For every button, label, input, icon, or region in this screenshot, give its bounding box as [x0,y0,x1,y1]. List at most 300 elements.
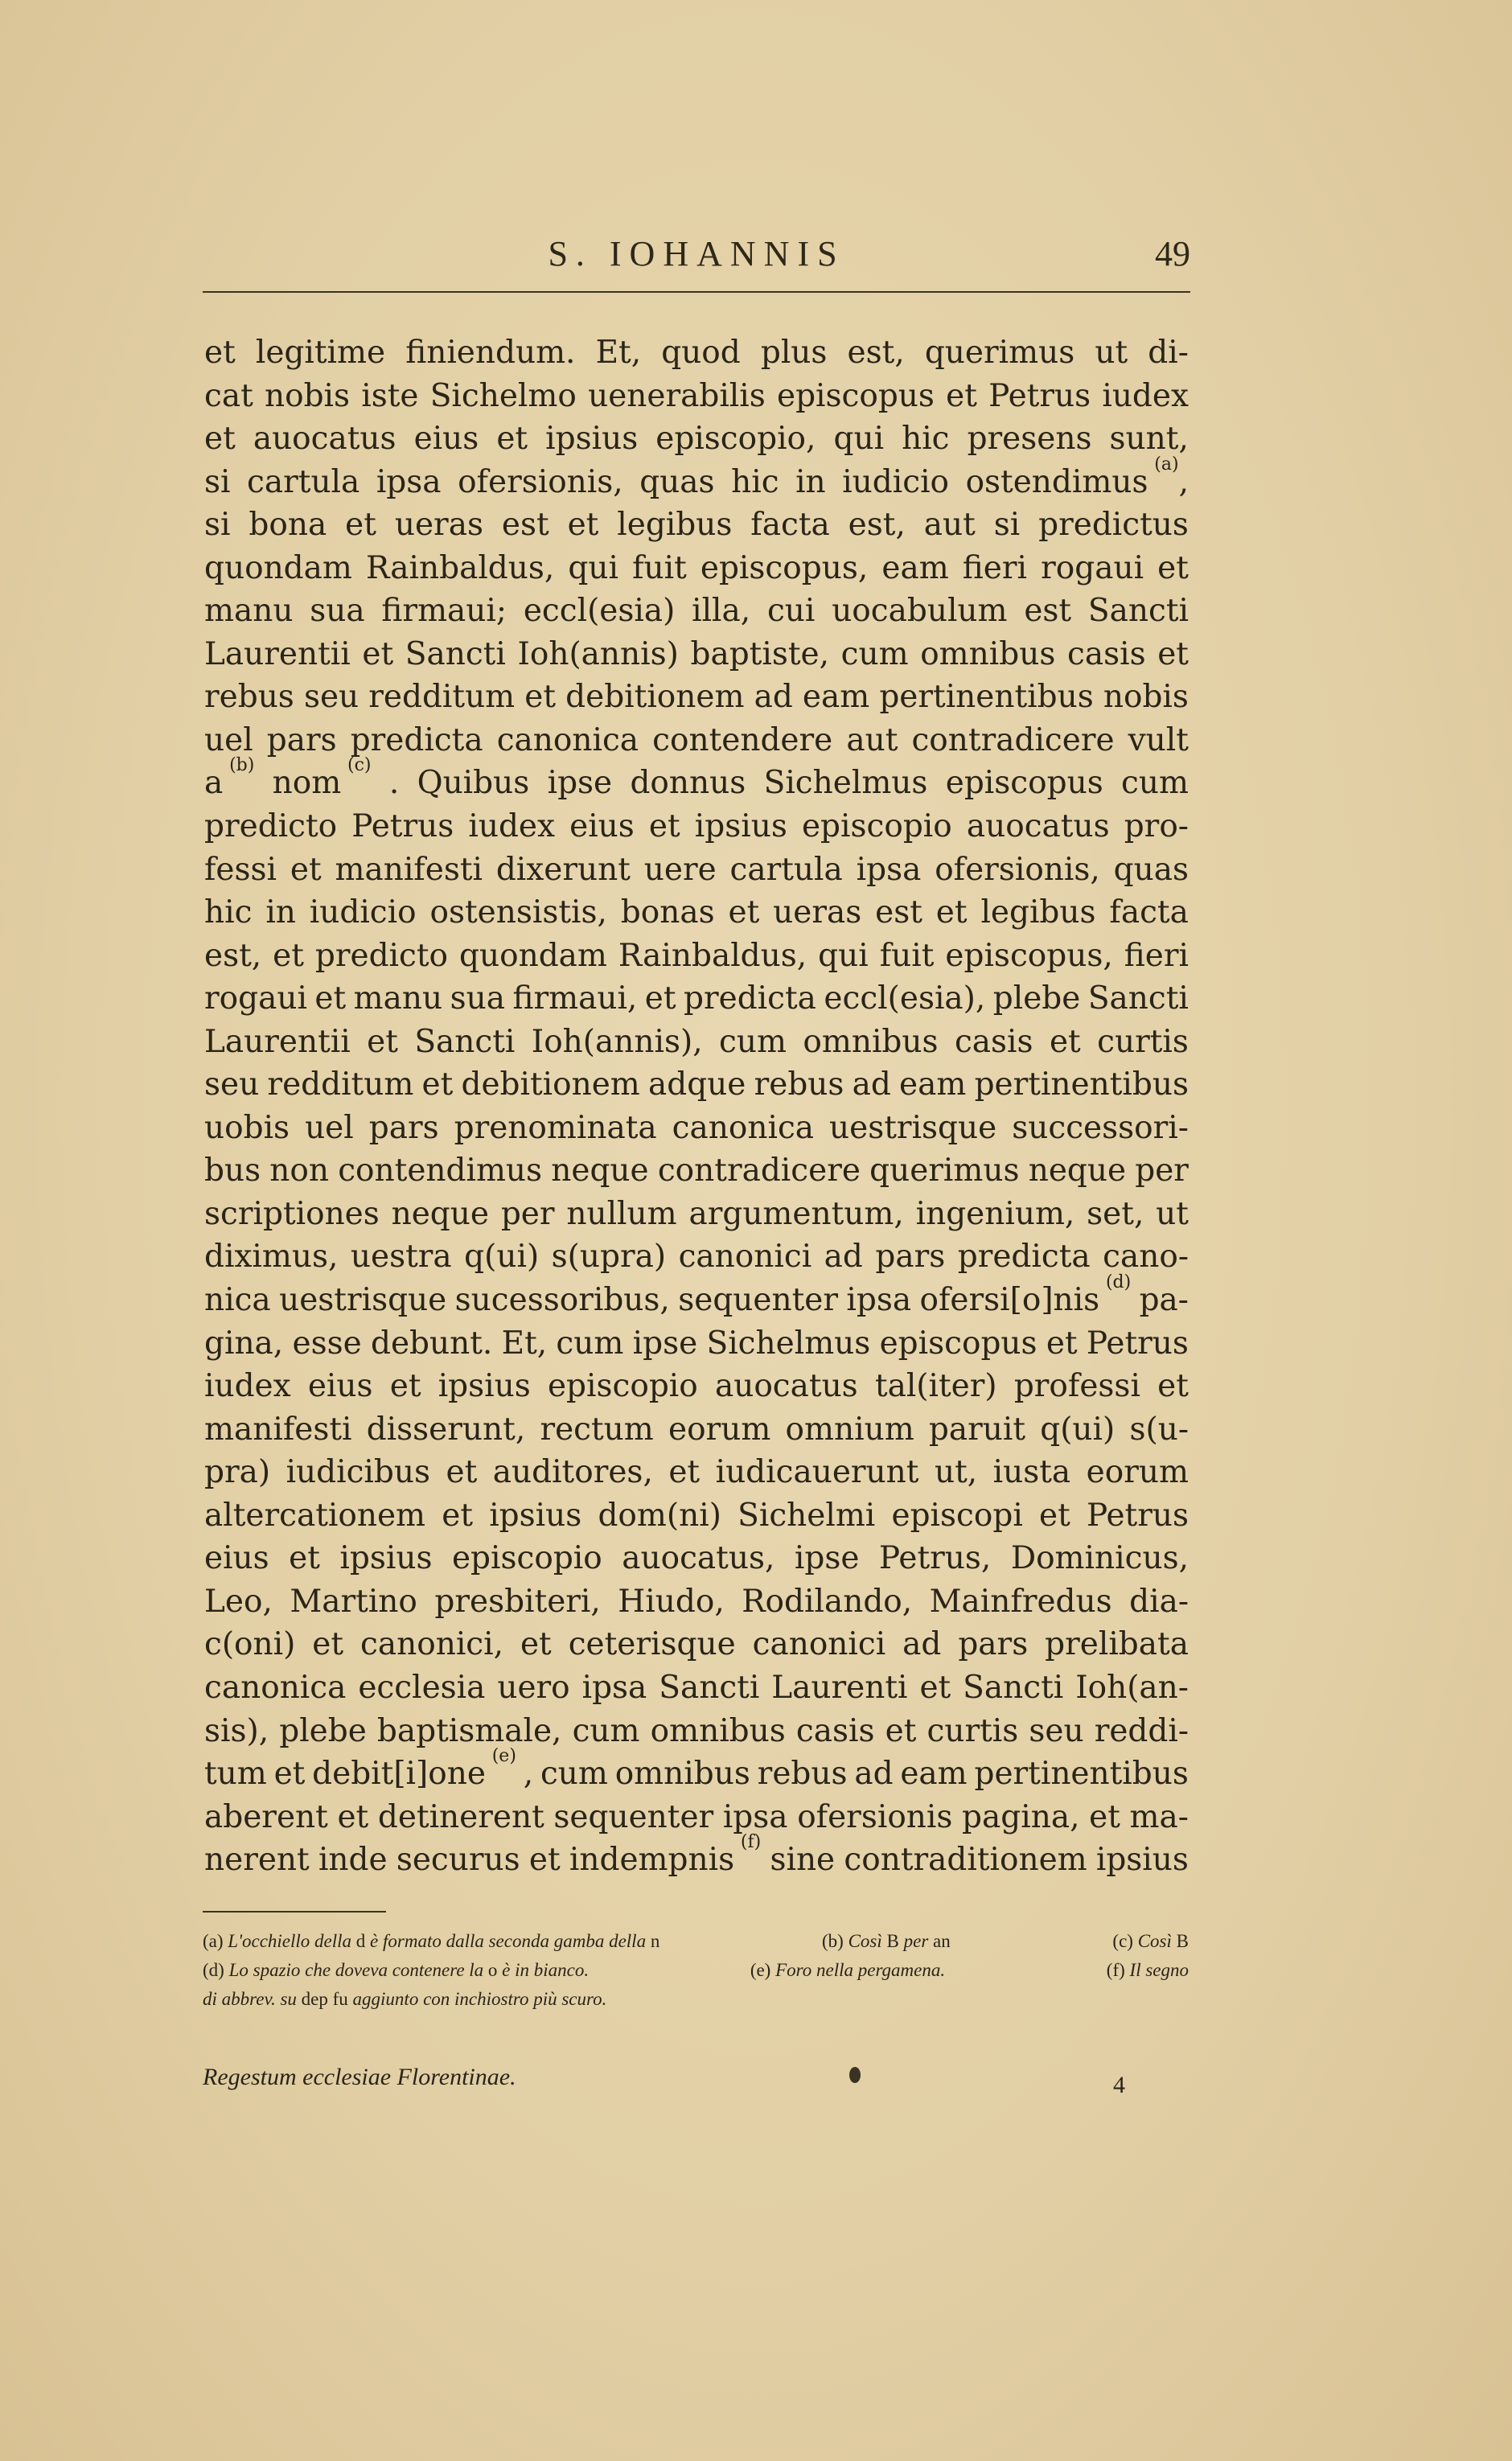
word: eorum [1086,1454,1189,1491]
footnote-ref: (a) [1154,454,1179,475]
word: Petrus [1086,1497,1189,1534]
word: sunt, [1109,421,1189,458]
word: paruit [928,1411,1026,1448]
word: cano- [1103,1239,1189,1276]
word: cum [1121,765,1189,802]
word: Leo, [204,1583,273,1620]
word: iste [361,377,419,414]
word: iudex [468,808,556,845]
ink-dot-mark [849,2067,861,2083]
word: iudex [1102,377,1189,414]
word: et [273,1756,306,1793]
word: qui [568,549,618,586]
word: sucessoribus, [454,1282,670,1319]
text-line [204,1235,1189,1279]
word: hic [731,463,779,500]
word: Laurentii [204,635,351,672]
word: manu [204,593,294,630]
word: ipsa [856,851,922,888]
word: pertinentibus [974,1066,1189,1103]
text-line [204,676,1189,719]
word: Ioh(annis), [531,1023,703,1060]
word: ipsa [722,1798,788,1835]
word: episcopus, [700,549,869,586]
word: et [314,980,347,1017]
word: uestrisque [829,1109,997,1146]
text-line [204,1666,1189,1710]
word: pa- [1139,1282,1189,1319]
word: predictus [1038,507,1189,544]
word: bus [204,1152,261,1189]
footnote-line [203,1985,1189,2014]
text-line [204,331,1189,375]
word: firmaui; [381,593,507,630]
word: . [388,765,400,802]
word: episcopus [879,1325,1037,1362]
word: est, [847,335,905,371]
word: uenerabilis [588,377,766,414]
word: et [1046,1325,1078,1362]
word: episcopio [801,808,952,845]
word: rogaui [204,980,307,1017]
word: neque [1028,1152,1127,1189]
word: Rainbaldus, [618,937,807,974]
word: Sancti [414,1023,516,1060]
word: ecclesia [358,1669,486,1706]
word: sua [450,980,505,1017]
word: ipsius [339,1540,433,1577]
word: ipsa [581,1669,647,1706]
word: fuit [632,549,687,586]
word: et [524,679,557,716]
word: si [204,507,231,544]
sheet-number: 4 [1113,2072,1125,2098]
word: ipsius [438,1368,531,1405]
word: tum [204,1756,267,1793]
word: nobis [1103,679,1189,716]
text-line [204,755,1189,805]
word: Hiudo, [618,1583,725,1620]
word: debitionem [461,1066,640,1103]
text-line [204,1796,1189,1839]
word: et [204,421,236,458]
word: et [442,1497,473,1534]
word: Laurenti [771,1669,908,1706]
word: presens [967,421,1092,458]
word: ofersionis, [935,851,1100,888]
word: iudicio [842,463,950,500]
word: Laurentii [204,1023,351,1060]
word: et [728,894,760,931]
word: et [345,507,376,544]
word: Et, [501,1325,548,1362]
word: plus [760,335,828,371]
word: seu [303,679,360,716]
word: canonici, [360,1626,504,1663]
word: non [269,1152,330,1189]
word: esse [292,1325,362,1362]
word: Sancti [1087,980,1189,1017]
word: et [946,377,977,414]
word: set, [1087,1195,1144,1232]
word: eius [569,808,635,845]
word: omnibus [650,1712,786,1749]
word: aut [846,721,898,758]
word: Sancti [1087,593,1189,630]
word: auocatus [966,808,1110,845]
word: Petrus [1086,1325,1189,1362]
word: dom(ni) [598,1497,721,1534]
word: di- [1148,335,1189,371]
word: inde [318,1842,388,1879]
word: illa, [692,593,751,630]
word: est [1024,593,1072,630]
word: prenominata [454,1109,657,1146]
footnote-line [203,1927,1189,1956]
word: ipse [794,1540,860,1577]
word: redditum [267,1066,414,1103]
word: debit[i]one $^{(e)}$ [312,1746,516,1793]
word: Mainfredus [929,1583,1112,1620]
word: et [496,421,528,458]
word: casis [795,1712,875,1749]
word: et [885,1712,917,1749]
word: Sancti [659,1669,760,1706]
word: Ioh(annis) [517,635,679,672]
word: ingenium, [915,1195,1075,1232]
word: est, [204,937,262,974]
word: cum [719,1023,787,1060]
word: canonica [496,721,639,758]
text-line [204,977,1189,1021]
word: Sancti [405,635,506,672]
word: Martino [290,1583,417,1620]
word: seu [1029,1712,1084,1749]
word: , [523,1756,534,1793]
header-rule [203,291,1190,293]
word: manu [353,980,443,1017]
word: adque [648,1066,746,1103]
word: dixerunt [495,851,631,888]
word: eam [881,549,949,586]
footnote-rule [203,1911,386,1913]
page-footer [203,2064,1189,2104]
word: rectum [540,1411,654,1448]
word: pars [368,1109,439,1146]
word: iudicauerunt [715,1454,919,1491]
word: ipse [632,1325,698,1362]
word: Rainbaldus, [366,549,555,586]
word: et [935,894,968,931]
word: uobis [204,1109,290,1146]
word: bonas [620,894,715,931]
word: gina, [204,1325,284,1362]
word: ipsius [545,421,639,458]
word: nica [204,1282,271,1319]
word: quas [639,463,715,500]
word: et [919,1669,951,1706]
word: Sichelmi [738,1497,876,1534]
word: redditum [368,679,516,716]
word: et [289,1540,320,1577]
word: debitionem [565,679,745,716]
word: uere [643,851,717,888]
word: ofersionis, [458,463,623,500]
text-line [204,1408,1189,1452]
word: est [875,894,922,931]
word: eam [802,679,870,716]
footnote-e: (e) Foro nella pergamena. [750,1960,946,1980]
word: canonici [752,1626,886,1663]
text-line [204,1623,1189,1666]
word: c(oni) [204,1626,296,1663]
word: omnibus [614,1756,750,1793]
word: Quibus [417,765,530,802]
word: legibus [980,894,1096,931]
word: q(ui) [1040,1411,1116,1448]
word: rebus [754,1066,844,1103]
word: Petrus [988,377,1091,414]
word: querimus [924,335,1075,371]
text-line [204,1710,1189,1753]
word: pra) [204,1454,271,1491]
word: et [567,507,599,544]
word: eius [413,421,479,458]
word: ipsa [376,463,442,500]
word: et [1157,1368,1189,1405]
word: rogaui [1041,549,1144,586]
text-line [204,547,1189,590]
word: manifesti [335,851,483,888]
word: querimus [869,1152,1020,1189]
word: detinerent [377,1798,544,1835]
word: episcopio [451,1540,602,1577]
word: predicta [350,721,483,758]
page-header [203,233,1190,290]
word: si [204,463,231,500]
word: nom $^{(c)}$ [272,755,372,802]
word: casis [1066,635,1146,672]
word: auocatus [714,1368,858,1405]
word: tal(iter) [874,1368,997,1405]
word: predicta [684,980,816,1017]
text-line [204,1746,1189,1796]
word: predicto [314,937,449,974]
word: uestrisque [279,1282,447,1319]
word: contendimus [338,1152,543,1189]
word: episcopio [547,1368,698,1405]
word: neque [391,1195,489,1232]
word: omnium [785,1411,914,1448]
word: s(u- [1129,1411,1189,1448]
word: fieri [1124,937,1189,974]
word: contraditionem [844,1842,1087,1879]
word: et [362,635,394,672]
text-line [204,633,1189,676]
word: auditores, [492,1454,653,1491]
word: est, [848,507,906,544]
word: uestra [350,1239,452,1276]
word: episcopus [776,377,935,414]
word: iusta [992,1454,1071,1491]
word: Dominicus, [1010,1540,1189,1577]
word: contendere [652,721,833,758]
text-line [204,848,1189,892]
word: et [528,1842,561,1879]
word: pagina, [962,1798,1080,1835]
word: ipse [547,765,613,802]
word: legibus [617,507,733,544]
word: baptiste, [690,635,829,672]
text-line [204,1021,1189,1064]
word: seu [204,1066,260,1103]
text-line [204,1107,1189,1150]
word: cum [556,1325,624,1362]
word: fieri [962,549,1028,586]
word: rebus [204,679,294,716]
word: finiendum. [405,335,576,371]
word: iudex [204,1368,291,1405]
footnote-ref: (c) [347,755,372,776]
word: et [644,980,676,1017]
word: aberent [204,1798,328,1835]
word: neque [551,1152,649,1189]
word: et [1039,1497,1070,1534]
word: professi [1013,1368,1140,1405]
word: ut [1156,1195,1189,1232]
text-line [204,417,1189,461]
running-head: S. IOHANNIS [548,234,845,273]
word: uero [497,1669,570,1706]
word: Sichelmo [429,377,577,414]
word: predicta [957,1239,1091,1276]
word: pars [875,1239,946,1276]
word: sis), [204,1712,269,1749]
footnote-ref: (e) [491,1746,516,1767]
word: uel [305,1109,354,1146]
word: Sichelmus [706,1325,871,1362]
word: uel [204,721,253,758]
word: ofersi[o]nis $^{(d)}$ [919,1272,1132,1319]
word: et [1049,1023,1081,1060]
word: et [668,1454,701,1491]
text-line [204,454,1189,504]
word: a $^{(b)}$ [204,755,255,802]
word: eam [899,1066,967,1103]
word: casis [954,1023,1033,1060]
word: est [501,507,549,544]
word: sua [310,593,365,630]
word: episcopus, [945,937,1113,974]
word: canonica [672,1109,815,1146]
footnote-f-continued: di abbrev. su dep fu aggiunto con inchiostro più scuro. [203,1989,607,2009]
word: cat [204,377,253,414]
word: Petrus [351,808,454,845]
word: altercationem [204,1497,426,1534]
word: quondam [204,549,352,586]
text-line [204,1494,1189,1538]
text-line [204,1537,1189,1580]
word: firmaui, [512,980,638,1017]
word: contradicere [657,1152,861,1189]
word: prelibata [1045,1626,1189,1663]
footnote-a: (a) L'occhiello della d è formato dalla seconda gamba della n [203,1931,660,1951]
word: quod [661,335,741,371]
word: Ioh(an- [1075,1669,1189,1706]
word: nerent [204,1842,310,1879]
word: indempnis $^{(f)}$ [569,1832,762,1879]
text-line [204,503,1189,547]
word: ad [852,1066,891,1103]
word: iudicibus [286,1454,431,1491]
word: qui [818,937,869,974]
word: ipsa [846,1282,912,1319]
word: et [1157,549,1189,586]
word: sequenter [678,1282,839,1319]
word: cui [766,593,816,630]
page-number: 49 [1155,234,1190,273]
word: plebe [992,980,1081,1017]
body-text [204,331,1189,1882]
word: presbiteri, [434,1583,601,1620]
footnote-b: (b) Così B per an [822,1931,951,1951]
word: et [446,1454,478,1491]
word: eius [204,1540,269,1577]
word: ad [824,1239,863,1276]
word: episcopi [891,1497,1023,1534]
word: sequenter [553,1798,714,1835]
word: in [795,463,826,500]
text-line [204,935,1189,978]
word: ipsius [694,808,787,845]
footnote-c: (c) Così B [1112,1931,1189,1951]
word: q(ui) [464,1239,540,1276]
word: facta [1109,894,1189,931]
word: pro- [1124,808,1189,845]
footnote-f: (f) Il segno [1106,1960,1189,1980]
text-line [204,1580,1189,1624]
printer-signature: Regestum ecclesiae Florentinae. [203,2064,516,2090]
word: cum [540,1756,608,1793]
word: eccl(esia) [523,593,676,630]
word: cartula [729,851,843,888]
word: iudicio [309,894,417,931]
word: et [337,1798,369,1835]
word: quas [1113,851,1189,888]
word: ueras [394,507,483,544]
word: ma- [1129,1798,1189,1835]
footnote-line [203,1956,1189,1985]
word: episcopio, [655,421,816,458]
word: et [273,937,304,974]
word: donnus [630,765,746,802]
word: Et, [595,335,642,371]
word: et [1089,1798,1120,1835]
word: Petrus, [878,1540,992,1577]
text-line [204,375,1189,418]
word: debunt. [370,1325,493,1362]
word: aut [923,507,976,544]
text-line [204,1063,1189,1107]
word: facta [750,507,830,544]
word: disserunt, [366,1411,526,1448]
word: hic [204,894,253,931]
word: rebus [757,1756,848,1793]
word: curtis [927,1712,1019,1749]
word: contradicere [911,721,1115,758]
word: baptismale, [376,1712,562,1749]
word: ad [754,679,793,716]
